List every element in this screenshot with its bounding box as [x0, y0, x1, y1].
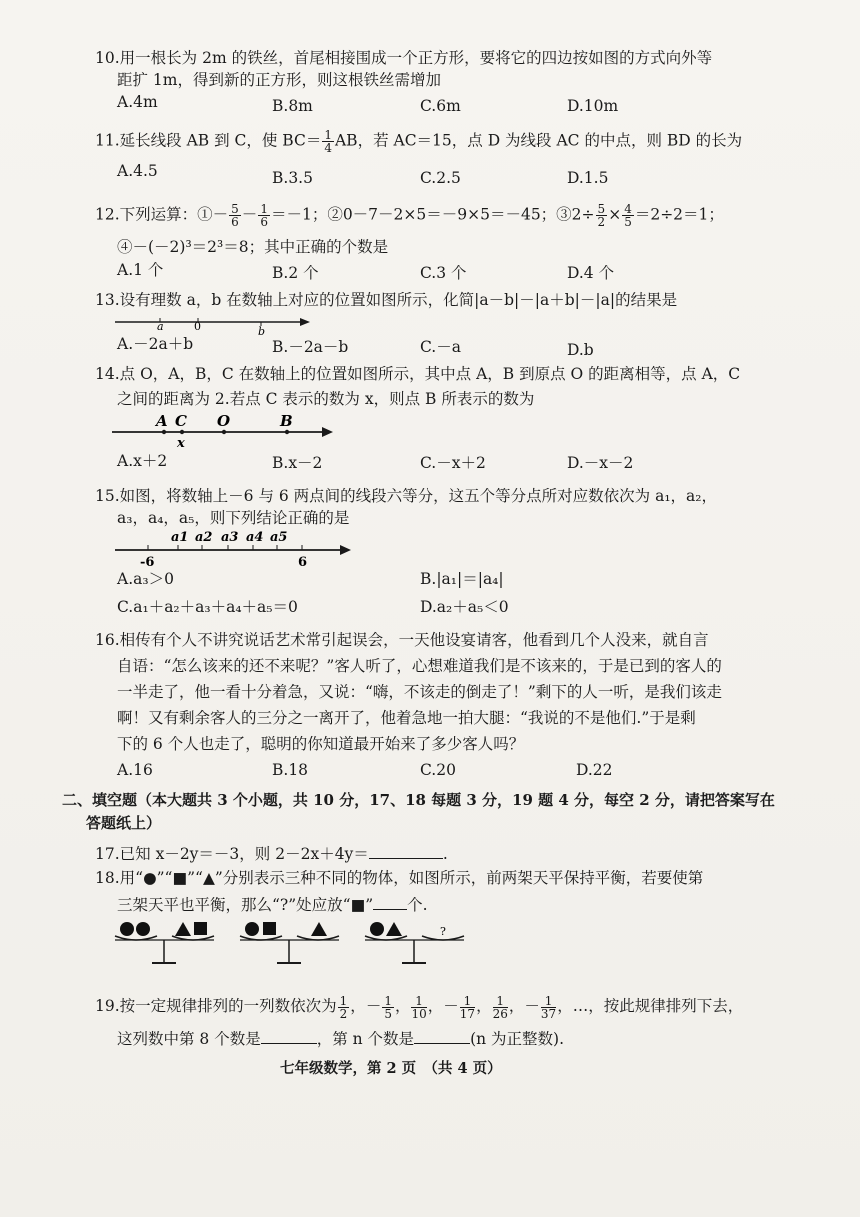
q12-frac1 — [229, 203, 241, 228]
q14-line2: 之间的距离为 2.若点 C 表示的数为 x，则点 B 所表示的数为 — [117, 390, 535, 408]
q10-line2: 距扩 1m，得到新的正方形，则这根铁丝需增加 — [117, 71, 441, 89]
q12-part2: － — [241, 205, 258, 224]
q13-option-b: B.－2a－b — [272, 338, 349, 356]
q19-term-2: － $\frac{1}{5}$ — [365, 993, 392, 1021]
q19-term-1: $\frac{1}{2}$ — [339, 993, 348, 1021]
q14-point-a — [162, 430, 166, 434]
q19-line1: 19.按一定规律排列的一列数依次为 $\frac{1}{2}$ ，－ $\frac{1}{5}$ ， $\frac{1}{10}$ ，－ $\frac{1}{17}$ ， $\frac{1}{26}$ ，－ $\frac{1}{37}$ ，…，按此规律排列下去， — [95, 993, 744, 1021]
q12-frac1-den: 6 — [231, 215, 239, 229]
question-mark: ? — [440, 925, 446, 938]
q19-answer-blank-1[interactable] — [261, 1043, 317, 1044]
q15-label-a2: a2 — [195, 530, 213, 545]
q19-term-6: － $\frac{1}{37}$ — [524, 993, 557, 1021]
q15-label-a3: a3 — [221, 530, 239, 545]
q13-option-d: D.b — [567, 341, 594, 359]
q19-answer-blank-2[interactable] — [414, 1043, 470, 1044]
q15-option-b: B.|a₁|＝|a₄| — [420, 570, 504, 588]
q14-label-b: B — [280, 412, 293, 430]
q19-line2-b: ，第 n 个数是 — [316, 1030, 415, 1048]
q14-number-line — [112, 410, 337, 450]
q11-post: AB，若 AC＝15，点 D 为线段 AC 的中点，则 BD 的长为 — [334, 131, 743, 150]
q14-option-a: A.x＋2 — [117, 452, 168, 470]
q15-label-neg6: -6 — [140, 555, 155, 569]
balance-3 — [365, 922, 464, 963]
q18-balances — [112, 920, 472, 972]
q19-post: ，…，按此规律排列下去， — [557, 997, 744, 1015]
q15-line1: 15.如图，将数轴上－6 与 6 两点间的线段六等分，这五个等分点所对应数依次为 a₁，a₂， — [95, 487, 717, 505]
q16-line5: 下的 6 个人也走了，聪明的你知道最开始来了多少客人吗？ — [117, 735, 525, 753]
q12-option-d: D.4 个 — [567, 264, 615, 282]
q10-option-c: C.6m — [420, 97, 461, 115]
triangle-icon — [386, 922, 402, 936]
q18-line2-text: 三架天平也平衡，那么“?”处应放“■” — [117, 896, 374, 914]
q10-option-a: A.4m — [117, 93, 158, 111]
section2-heading: 二、填空题（本大题共 3 个小题，共 10 分，17、18 每题 3 分，19 题 4 分，每空 2 分，请把答案写在 — [62, 791, 775, 809]
q14-arrow-icon — [322, 427, 333, 437]
q12-frac2 — [258, 203, 270, 228]
q13-label-0: 0 — [194, 320, 201, 333]
q12-option-a: A.1 个 — [117, 261, 164, 279]
q15-label-a4: a4 — [246, 530, 264, 545]
q11-option-c: C.2.5 — [420, 169, 461, 187]
q17-text: 17.已知 x－2y＝－3，则 2－2x＋4y＝ — [95, 845, 369, 863]
q18-line1: 18.用“●”“■”“▲”分别表示三种不同的物体，如图所示，前两架天平保持平衡，若要使第 — [95, 869, 704, 887]
q14-option-c: C.－x＋2 — [420, 454, 486, 472]
q11-option-a: A.4.5 — [117, 162, 158, 180]
q12-frac1-num: 5 — [231, 202, 239, 216]
balance-2 — [240, 922, 339, 963]
q16-option-a: A.16 — [117, 761, 153, 779]
q18-answer-blank[interactable] — [373, 909, 407, 910]
q15-number-line — [115, 527, 355, 569]
q15-label-a5: a5 — [270, 530, 288, 545]
q14-option-b: B.x－2 — [272, 454, 323, 472]
q18-line2-end: 个. — [407, 896, 428, 914]
q13-label-b: b — [258, 325, 266, 338]
q12-part3: ＝－1；②0－7－2×5＝－9×5＝－45；③2÷ — [270, 205, 595, 224]
q11-frac-den: 4 — [324, 141, 332, 155]
section2-heading-line2: 答题纸上） — [86, 814, 162, 832]
q12-frac4-den: 5 — [624, 215, 632, 229]
q17-answer-blank[interactable] — [369, 858, 443, 859]
q19-line2-a: 这列数中第 8 个数是 — [117, 1030, 261, 1048]
q19-term-3: $\frac{1}{10}$ — [411, 993, 427, 1021]
circle-icon — [245, 922, 259, 936]
q13-label-a: a — [157, 320, 164, 333]
q14-label-x: x — [177, 436, 185, 450]
q14-line1: 14.点 O，A，B，C 在数轴上的位置如图所示，其中点 A，B 到原点 O 的距离相等，点 A，C — [95, 365, 741, 383]
q14-point-o — [222, 430, 226, 434]
q15-label-a1: a1 — [171, 530, 189, 545]
q15-option-c: C.a₁＋a₂＋a₃＋a₄＋a₅＝0 — [117, 598, 298, 616]
q16-option-c: C.20 — [420, 761, 456, 779]
q10-line1: 10.用一根长为 2m 的铁丝，首尾相接围成一个正方形，要将它的四边按如图的方式向外等 — [95, 49, 713, 67]
circle-icon — [120, 922, 134, 936]
q13-arrow-icon — [300, 318, 310, 326]
q15-option-a: A.a₃＞0 — [117, 570, 174, 588]
q11-line1 — [95, 129, 742, 154]
q14-option-d: D.－x－2 — [567, 454, 634, 472]
q12-frac3-den: 2 — [597, 215, 606, 229]
q10-option-d: D.10m — [567, 97, 619, 115]
q12-option-b: B.2 个 — [272, 264, 319, 282]
q12-part1: 12.下列运算：①－ — [95, 205, 229, 224]
q19-line2-c: (n 为正整数). — [470, 1030, 564, 1048]
square-icon — [263, 922, 276, 935]
q12-part4: × — [608, 205, 622, 224]
q10-option-b: B.8m — [272, 97, 313, 115]
page-footer: 七年级数学，第 2 页 （共 4 页） — [280, 1060, 502, 1077]
q11-option-d: D.1.5 — [567, 169, 609, 187]
q12-frac2-den: 6 — [260, 215, 268, 229]
q12-frac2-num: 1 — [260, 202, 268, 216]
q14-label-a: A — [156, 412, 168, 430]
q13-option-c: C.－a — [420, 338, 461, 356]
circle-icon — [136, 922, 150, 936]
q15-label-6: 6 — [298, 555, 308, 569]
q17-line — [95, 843, 448, 865]
q16-option-b: B.18 — [272, 761, 309, 779]
q12-line2: ④－(－2)³＝2³＝8；其中正确的个数是 — [117, 238, 389, 256]
q12-frac3-num: 5 — [597, 202, 606, 216]
q19-term-4: － $\frac{1}{17}$ — [443, 993, 476, 1021]
q16-line2: 自语：“怎么该来的还不来呢？”客人听了，心想难道我们是不该来的，于是已到的客人的 — [117, 657, 722, 675]
q16-line1: 16.相传有个人不讲究说话艺术常引起误会，一天他设宴请客，他看到几个人没来，就自言 — [95, 631, 709, 649]
q14-label-o: O — [217, 412, 231, 430]
q15-arrow-icon — [340, 545, 351, 555]
q14-label-c: C — [175, 412, 187, 430]
q11-pre: 11.延长线段 AB 到 C，使 BC＝ — [95, 131, 322, 150]
triangle-icon — [311, 922, 327, 936]
q19-text: 19.按一定规律排列的一列数依次为 — [95, 997, 337, 1015]
q15-option-d: D.a₂＋a₅＜0 — [420, 598, 509, 616]
square-icon — [194, 922, 207, 935]
q13-line1: 13.设有理数 a，b 在数轴上对应的位置如图所示，化简|a－b|－|a＋b|－|a|的结果是 — [95, 291, 678, 309]
q11-fraction — [322, 129, 334, 154]
q13-option-a: A.－2a＋b — [117, 335, 194, 353]
q14-point-b — [285, 430, 289, 434]
q18-line2 — [117, 894, 428, 916]
balance-1 — [115, 922, 214, 963]
q12-frac4 — [622, 203, 634, 228]
q16-option-d: D.22 — [576, 761, 613, 779]
q11-frac-num: 1 — [324, 128, 332, 142]
q12-option-c: C.3 个 — [420, 264, 467, 282]
circle-icon — [370, 922, 384, 936]
q19-line2 — [117, 1028, 564, 1050]
q12-frac3 — [596, 203, 608, 228]
q17-end: . — [442, 845, 448, 863]
q14-point-c — [180, 430, 184, 434]
q16-line3: 一半走了，他一看十分着急，又说：“嗨，不该走的倒走了！”剩下的人一听，是我们该走 — [117, 683, 722, 701]
q15-line2: a₃，a₄，a₅，则下列结论正确的是 — [117, 509, 350, 527]
q12-part5: ＝2÷2＝1； — [634, 205, 724, 224]
q11-option-b: B.3.5 — [272, 169, 313, 187]
q12-frac4-num: 4 — [624, 202, 632, 216]
q12-line1 — [95, 203, 724, 228]
q16-line4: 啊！又有剩余客人的三分之一离开了，他着急地一拍大腿：“我说的不是他们.”于是剩 — [117, 709, 696, 727]
triangle-icon — [175, 922, 191, 936]
q19-term-5: $\frac{1}{26}$ — [492, 993, 508, 1021]
